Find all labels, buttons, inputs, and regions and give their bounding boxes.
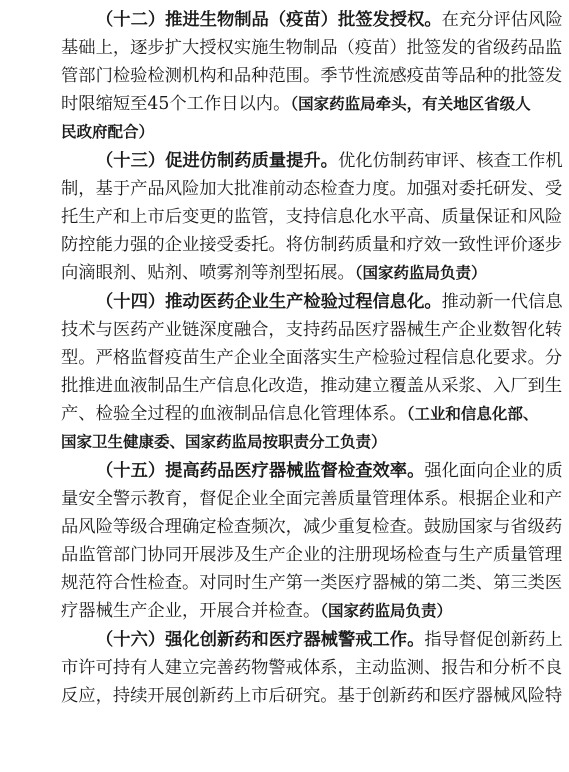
body-text: 在充分评估风险 — [441, 10, 563, 30]
paragraph — [61, 6, 563, 146]
text-line — [61, 147, 563, 175]
text-line — [61, 569, 563, 597]
text-line — [61, 316, 563, 344]
body-text: 批推进血液制品生产信息化改造，推动建立覆盖从采浆、入厂到生 — [61, 376, 563, 396]
paragraph — [61, 457, 563, 625]
text-line — [61, 513, 563, 541]
body-text: 基础上，逐步扩大授权实施生物制品（疫苗）批签发的省级药品监 — [61, 38, 563, 58]
responsible-agency-note: 国家卫生健康委、国家药监局按职责分工负责） — [61, 432, 387, 451]
body-text: 时限缩短至45个工作日以内。 — [61, 94, 291, 114]
body-text: 优化仿制药审评、核查工作机 — [337, 151, 563, 171]
section-heading: （十二）推进生物制品（疫苗）批签发授权。 — [96, 10, 442, 30]
text-line — [61, 34, 563, 62]
body-text: 防控能力强的企业接受委托。将仿制药质量和疗效一致性评价逐步 — [61, 235, 563, 255]
text-line — [61, 654, 563, 682]
body-text: 量安全警示教育，督促企业全面完善质量管理体系。根据企业和产 — [61, 489, 563, 509]
body-text: 规范符合性检查。对同时生产第一类医疗器械的第二类、第三类医 — [61, 573, 563, 593]
text-line — [61, 344, 563, 372]
body-text: 托生产和上市后变更的监管，支持信息化水平高、质量保证和风险 — [61, 207, 563, 227]
body-text: 品监管部门协同开展涉及生产企业的注册现场检查与生产质量管理 — [61, 545, 563, 565]
body-text: 疗器械生产企业，开展合并检查。 — [61, 601, 321, 621]
body-text: 型。严格监督疫苗生产企业全面落实生产检验过程信息化要求。分 — [61, 348, 563, 368]
body-text: 制，基于产品风险加大批准前动态检查力度。加强对委托研发、受 — [61, 179, 563, 199]
responsible-agency-note: （国家药监局负责） — [320, 601, 452, 620]
section-heading: （十三）促进仿制药质量提升。 — [96, 151, 338, 171]
text-line — [61, 541, 563, 569]
body-text: 技术与医药产业链深度融合，支持药品医疗器械生产企业数智化转 — [61, 320, 563, 340]
text-line — [61, 400, 539, 428]
body-text: 向滴眼剂、贴剂、喷雾剂等剂型拓展。 — [61, 263, 355, 283]
text-line — [61, 626, 563, 654]
text-line — [61, 118, 525, 146]
responsible-agency-note: （工业和信息化部、 — [406, 404, 539, 423]
responsible-agency-note: （国家药监局牵头，有关地区省级人 — [290, 94, 531, 113]
responsible-agency-note: （国家药监局负责） — [354, 263, 487, 282]
text-line — [61, 62, 563, 90]
body-text: 强化面向企业的质 — [424, 461, 563, 481]
text-line — [61, 259, 525, 287]
paragraph — [61, 147, 563, 287]
text-line — [61, 175, 563, 203]
body-text: 品风险等级合理确定检查频次，减少重复检查。鼓励国家与省级药 — [61, 517, 563, 537]
responsible-agency-note: 民政府配合） — [61, 122, 155, 141]
body-text: 反应，持续开展创新药上市后研究。基于创新药和医疗器械风险特 — [61, 686, 563, 706]
text-line — [61, 485, 563, 513]
body-text: 管部门检验检测机构和品种范围。季节性流感疫苗等品种的批签发 — [61, 66, 563, 86]
text-line — [61, 428, 525, 456]
body-text: 产、检验全过程的血液制品信息化管理体系。 — [61, 404, 407, 424]
text-line — [61, 457, 563, 485]
text-line — [61, 90, 531, 118]
paragraph — [61, 626, 563, 710]
text-line — [61, 682, 563, 710]
text-line — [61, 6, 563, 34]
paragraph — [61, 288, 563, 456]
text-line — [61, 597, 525, 625]
text-line — [61, 288, 563, 316]
body-text: 指导督促创新药上 — [424, 630, 563, 650]
text-line — [61, 231, 563, 259]
body-text: 市许可持有人建立完善药物警戒体系，主动监测、报告和分析不良 — [61, 658, 563, 678]
text-line — [61, 372, 563, 400]
section-heading: （十五）提高药品医疗器械监督检查效率。 — [96, 461, 425, 481]
section-heading: （十四）推动医药企业生产检验过程信息化。 — [96, 292, 442, 312]
body-text: 推动新一代信息 — [441, 292, 563, 312]
section-heading: （十六）强化创新药和医疗器械警戒工作。 — [96, 630, 425, 650]
text-line — [61, 203, 563, 231]
